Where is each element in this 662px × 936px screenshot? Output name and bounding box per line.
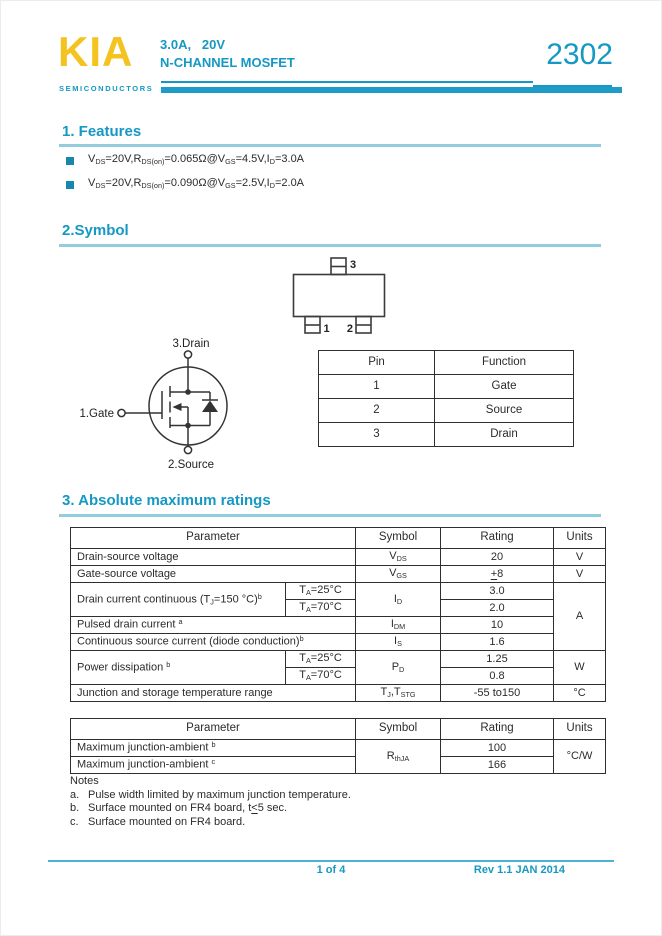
notes <box>70 775 351 829</box>
cell-parameter: Drain-source voltage <box>71 549 356 566</box>
table-row <box>71 566 606 583</box>
thermal-table <box>70 718 606 774</box>
cell-parameter: Maximum junction-ambient $^b$ <box>71 740 356 757</box>
ratings-heading: 3. Absolute maximum ratings <box>62 492 271 509</box>
package-pin3-label: 3 <box>350 259 357 271</box>
table-row <box>319 399 574 423</box>
revision-label: Rev 1.1 JAN 2014 <box>473 864 565 876</box>
mosfet-source-label: 2.Source <box>167 459 215 471</box>
bullet-square-icon <box>66 181 74 189</box>
brand-logo: KIA <box>58 28 134 75</box>
cell-parameter: Power dissipation $^b$ <box>71 651 286 685</box>
device-spec-line1: 3.0A, 20V <box>160 37 226 52</box>
note-text: Surface mounted on FR4 board, t<5 sec. <box>88 802 288 814</box>
brand-subtitle: SEMICONDUCTORS <box>59 84 154 93</box>
note-text: Pulse width limited by maximum junction temperature. <box>88 788 351 801</box>
bullet-square-icon <box>66 157 74 165</box>
function-col-header: Function <box>435 351 574 375</box>
cell-symbol: $V_{GS}$ <box>356 566 441 583</box>
table-row <box>71 685 606 702</box>
col-header-rating: Rating <box>441 528 554 549</box>
footer-rule <box>48 860 614 862</box>
cell-units: A <box>554 583 606 651</box>
note-text: Surface mounted on FR4 board. <box>88 815 246 828</box>
package-drawing <box>288 250 410 342</box>
col-header-parameter: Parameter <box>71 528 356 549</box>
cell-parameter: Drain current continuous ($T_J=150$ °C)$^b$ <box>71 583 286 617</box>
cell-function: Gate <box>435 375 574 399</box>
ratings-rule <box>59 514 601 517</box>
cell-units: W <box>554 651 606 685</box>
package-pin1-label: 1 <box>323 323 330 335</box>
note-item <box>70 789 351 803</box>
note-item <box>70 802 351 816</box>
cell-function: Source <box>435 399 574 423</box>
cell-rating: 2.0 <box>441 600 554 617</box>
mosfet-drain-label: 3.Drain <box>172 338 210 350</box>
cell-rating: 1.6 <box>441 634 554 651</box>
cell-symbol: $P_D$ <box>356 651 441 685</box>
table-row <box>71 651 606 668</box>
features-heading: 1. Features <box>62 123 142 140</box>
cell-units: °C <box>554 685 606 702</box>
cell-parameter: Maximum junction-ambient $^c$ <box>71 757 356 774</box>
features-rule <box>59 144 601 147</box>
cell-symbol: $V_{DS}$ <box>356 549 441 566</box>
col-header-symbol: Symbol <box>356 528 441 549</box>
col-header-units: Units <box>554 528 606 549</box>
mosfet-symbol <box>75 333 310 478</box>
cell-symbol: $I_D$ <box>356 583 441 617</box>
cell-rating: -55 to150 <box>441 685 554 702</box>
cell-units: °C/W <box>554 740 606 774</box>
col-header-rating: Rating <box>441 719 554 740</box>
table-header-row <box>71 528 606 549</box>
pin-function-table <box>318 350 574 447</box>
col-header-parameter: Parameter <box>71 719 356 740</box>
note-letter: a. <box>70 788 80 801</box>
cell-parameter: Gate-source voltage <box>71 566 356 583</box>
table-row <box>71 617 606 634</box>
cell-units: V <box>554 566 606 583</box>
table-row <box>71 549 606 566</box>
abs-max-table <box>70 527 606 702</box>
cell-rating: 100 <box>441 740 554 757</box>
cell-condition: $T_A=25^\circ C$ <box>286 583 356 600</box>
cell-rating: 1.25 <box>441 651 554 668</box>
table-header-row <box>71 719 606 740</box>
page-number: 1 of 4 <box>316 864 346 876</box>
table-header-row <box>319 351 574 375</box>
cell-symbol: $I_S$ <box>356 634 441 651</box>
cell-rating: 166 <box>441 757 554 774</box>
col-header-symbol: Symbol <box>356 719 441 740</box>
col-header-units: Units <box>554 719 606 740</box>
note-letter: b. <box>70 802 80 814</box>
cell-symbol: $T_J,T_{STG}$ <box>356 685 441 702</box>
cell-parameter: Pulsed drain current $^a$ <box>71 617 356 634</box>
cell-rating: +8 <box>441 566 554 583</box>
header-rule <box>161 81 533 83</box>
notes-title: Notes <box>70 775 99 787</box>
cell-units: V <box>554 549 606 566</box>
table-row <box>71 740 606 757</box>
note-item <box>70 816 351 830</box>
cell-condition: $T_A=70^\circ C$ <box>286 668 356 685</box>
cell-rating: 0.8 <box>441 668 554 685</box>
symbol-rule <box>59 244 601 247</box>
table-row <box>71 757 606 774</box>
table-row <box>319 375 574 399</box>
cell-pin: 2 <box>319 399 435 423</box>
header-bar <box>161 87 622 93</box>
cell-function: Drain <box>435 423 574 447</box>
cell-rating: 3.0 <box>441 583 554 600</box>
table-row <box>71 634 606 651</box>
note-letter: c. <box>70 815 79 828</box>
cell-rating: 10 <box>441 617 554 634</box>
symbol-heading: 2.Symbol <box>62 222 129 239</box>
mosfet-gate-label: 1.Gate <box>79 408 114 420</box>
cell-symbol: $R_{thJA}$ <box>356 740 441 774</box>
cell-parameter: Continuous source current (diode conduction)$^b$ <box>71 634 356 651</box>
cell-rating: 20 <box>441 549 554 566</box>
feature-item: $V_{DS}=20V,R_{DS(on)}=0.090\Omega@V_{GS}=2.5V,I_D=2.0A$ <box>88 177 305 190</box>
cell-pin: 1 <box>319 375 435 399</box>
part-number: 2302 <box>546 38 613 71</box>
cell-pin: 3 <box>319 423 435 447</box>
cell-condition: $T_A=70^\circ C$ <box>286 600 356 617</box>
cell-symbol: $I_{DM}$ <box>356 617 441 634</box>
feature-item: $V_{DS}=20V,R_{DS(on)}=0.065\Omega@V_{GS}=4.5V,I_D=3.0A$ <box>88 153 305 166</box>
device-spec-line2: N-CHANNEL MOSFET <box>160 55 295 70</box>
table-row <box>319 423 574 447</box>
package-pin2-label: 2 <box>346 323 353 335</box>
pin-col-header: Pin <box>319 351 435 375</box>
cell-condition: $T_A=25^\circ C$ <box>286 651 356 668</box>
cell-parameter: Junction and storage temperature range <box>71 685 356 702</box>
table-row <box>71 583 606 600</box>
